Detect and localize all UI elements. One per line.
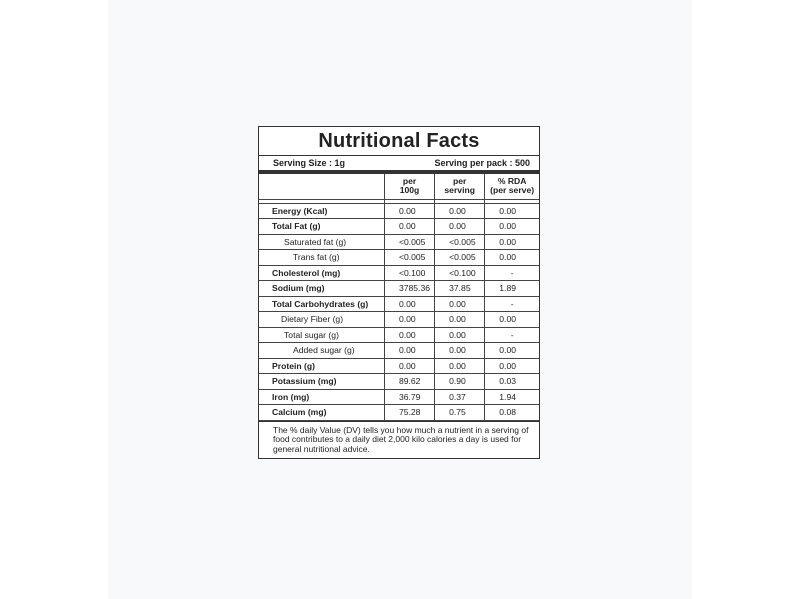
value-per-100g: <0.005 [384, 234, 434, 250]
table-row [259, 343, 539, 359]
value-per-serving: <0.005 [435, 234, 485, 250]
value-per-100g: <0.100 [384, 265, 434, 281]
value-per-100g: 0.00 [384, 296, 434, 312]
nutrient-name: Trans fat (g) [259, 250, 384, 266]
table-row [259, 327, 539, 343]
value-rda: 1.94 [485, 389, 539, 405]
nutrient-table [259, 174, 539, 421]
value-per-serving: 0.00 [435, 219, 485, 235]
table-row [259, 405, 539, 421]
value-rda: 0.00 [485, 358, 539, 374]
value-per-serving: 0.00 [435, 203, 485, 219]
value-per-serving: <0.100 [435, 265, 485, 281]
value-rda: 0.08 [485, 405, 539, 421]
nutrient-name: Dietary Fiber (g) [259, 312, 384, 328]
header-nutrient [259, 174, 384, 199]
value-per-100g: 75.28 [384, 405, 434, 421]
value-rda: 0.03 [485, 374, 539, 390]
value-per-100g: 0.00 [384, 219, 434, 235]
value-rda: - [485, 327, 539, 343]
value-rda: 0.00 [485, 219, 539, 235]
header-per-100g: per 100g [384, 174, 434, 199]
table-row [259, 374, 539, 390]
nutrient-name: Potassium (mg) [259, 374, 384, 390]
value-rda: 1.89 [485, 281, 539, 297]
table-row [259, 281, 539, 297]
nutrient-name: Calcium (mg) [259, 405, 384, 421]
value-rda: 0.00 [485, 343, 539, 359]
value-rda: 0.00 [485, 203, 539, 219]
value-rda: - [485, 265, 539, 281]
value-per-100g: 0.00 [384, 312, 434, 328]
table-row [259, 219, 539, 235]
table-header-row [259, 174, 539, 199]
value-per-serving: 0.37 [435, 389, 485, 405]
table-row [259, 389, 539, 405]
nutrient-name: Protein (g) [259, 358, 384, 374]
table-row [259, 312, 539, 328]
value-per-serving: 37.85 [435, 281, 485, 297]
serving-per-pack: Serving per pack : 500 [434, 158, 530, 168]
value-per-100g: 0.00 [384, 327, 434, 343]
header-rda: % RDA (per serve) [485, 174, 539, 199]
footnote: The % daily Value (DV) tells you how much a nutrient in a serving of food contributes to a daily diet 2,000 kilo calories a day is used for general nutritional advice. [259, 421, 539, 459]
value-per-serving: 0.75 [435, 405, 485, 421]
nutrient-name: Energy (Kcal) [259, 203, 384, 219]
value-per-100g: 89.62 [384, 374, 434, 390]
nutrient-name: Total sugar (g) [259, 327, 384, 343]
nutrient-name: Total Fat (g) [259, 219, 384, 235]
table-row [259, 234, 539, 250]
value-per-100g: 36.79 [384, 389, 434, 405]
nutrient-name: Sodium (mg) [259, 281, 384, 297]
value-per-serving: 0.00 [435, 312, 485, 328]
value-per-100g: 3785.36 [384, 281, 434, 297]
serving-size: Serving Size : 1g [273, 158, 346, 168]
value-per-100g: 0.00 [384, 358, 434, 374]
nutrient-name: Iron (mg) [259, 389, 384, 405]
nutrient-name: Saturated fat (g) [259, 234, 384, 250]
value-per-serving: 0.00 [435, 327, 485, 343]
nutrition-label [258, 126, 540, 459]
table-row [259, 250, 539, 266]
value-per-serving: 0.00 [435, 296, 485, 312]
value-per-100g: <0.005 [384, 250, 434, 266]
serving-info [259, 156, 539, 174]
nutrient-name: Added sugar (g) [259, 343, 384, 359]
value-per-serving: 0.00 [435, 343, 485, 359]
table-row [259, 296, 539, 312]
value-per-100g: 0.00 [384, 203, 434, 219]
nutrient-name: Total Carbohydrates (g) [259, 296, 384, 312]
value-per-100g: 0.00 [384, 343, 434, 359]
table-row [259, 358, 539, 374]
header-per-serving: per serving [435, 174, 485, 199]
table-row [259, 203, 539, 219]
value-rda: 0.00 [485, 250, 539, 266]
label-title: Nutritional Facts [259, 127, 539, 156]
table-row [259, 265, 539, 281]
value-rda: 0.00 [485, 234, 539, 250]
value-rda: 0.00 [485, 312, 539, 328]
value-per-serving: 0.90 [435, 374, 485, 390]
value-rda: - [485, 296, 539, 312]
nutrient-name: Cholesterol (mg) [259, 265, 384, 281]
value-per-serving: 0.00 [435, 358, 485, 374]
value-per-serving: <0.005 [435, 250, 485, 266]
